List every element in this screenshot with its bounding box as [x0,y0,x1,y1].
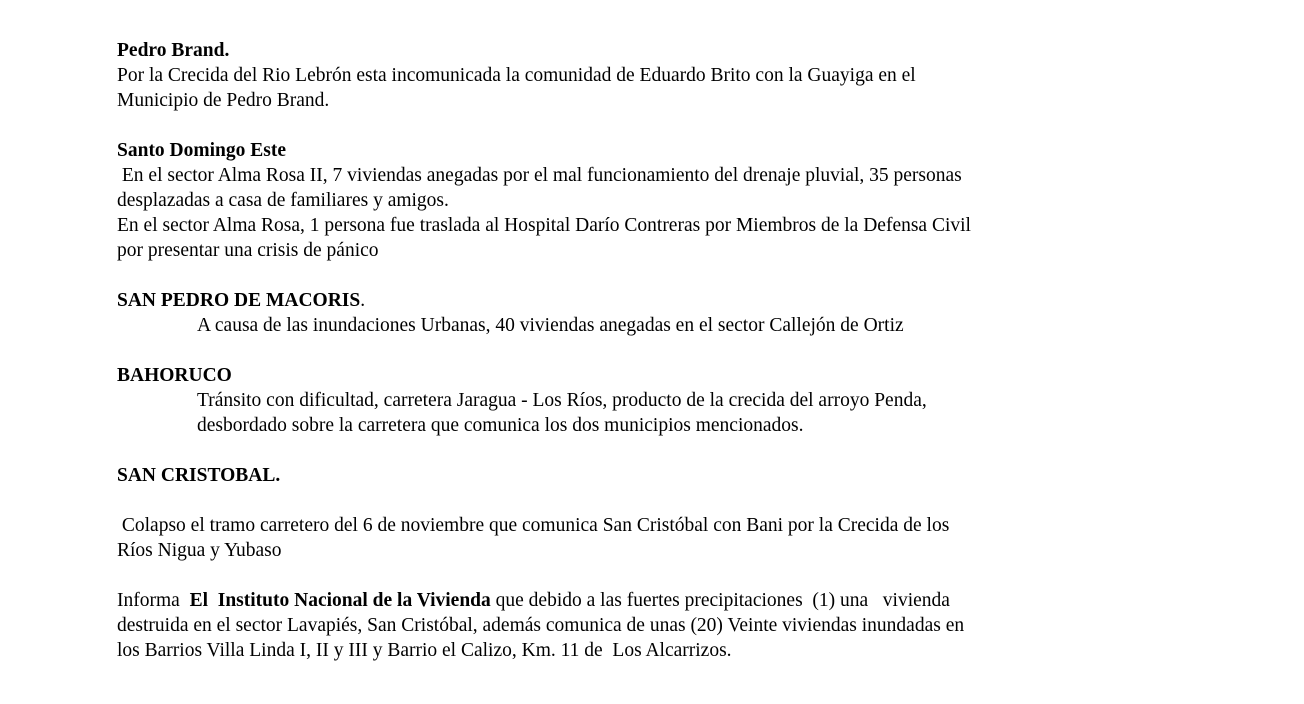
paragraph-line: por presentar una crisis de pánico [117,240,379,261]
paragraph-line: A causa de las inundaciones Urbanas, 40 viviendas anegadas en el sector Callejón de Ortiz [197,315,904,336]
section-pedro-brand [117,38,1103,113]
paragraph-line: Tránsito con dificultad, carretera Jaragua - Los Ríos, producto de la crecida del arroyo Penda, [197,390,927,411]
institution-name: El Instituto Nacional de la Vivienda [184,590,491,611]
paragraph-prefix: Informa [117,590,185,611]
paragraph-line: En el sector Alma Rosa, 1 persona fue traslada al Hospital Darío Contreras por Miembros de la Defensa Civil [117,215,971,236]
paragraph-line [117,588,1103,613]
paragraph-line: Colapso el tramo carretero del 6 de noviembre que comunica San Cristóbal con Bani por la Crecida de los [117,515,950,536]
section-heading: BAHORUCO [117,365,232,386]
section-san-cristobal [117,463,1103,563]
document-page [117,38,1103,663]
section-heading-dot: . [360,290,366,311]
paragraph-line: destruida en el sector Lavapiés, San Cristóbal, además comunica de unas (20) Veinte viviendas inundadas en [117,615,965,636]
paragraph-line: En el sector Alma Rosa II, 7 viviendas anegadas por el mal funcionamiento del drenaje pluvial, 35 personas [117,165,962,186]
paragraph-line: Ríos Nigua y Yubaso [117,540,282,561]
section-heading: SAN CRISTOBAL. [117,465,281,486]
section-heading [117,288,1103,313]
section-bahoruco [117,363,1103,438]
section-heading: Pedro Brand. [117,40,230,61]
section-santo-domingo-este [117,138,1103,263]
paragraph-line: los Barrios Villa Linda I, II y III y Barrio el Calizo, Km. 11 de Los Alcarrizos. [117,640,732,661]
paragraph-line: desplazadas a casa de familiares y amigos. [117,190,449,211]
section-instituto-vivienda [117,588,1103,663]
section-heading: Santo Domingo Este [117,140,287,161]
paragraph-line: Por la Crecida del Rio Lebrón esta incomunicada la comunidad de Eduardo Brito con la Guayiga en el [117,65,916,86]
section-san-pedro-de-macoris [117,288,1103,338]
paragraph-text: que debido a las fuertes precipitaciones (1) una vivienda [490,590,950,611]
paragraph-line: desbordado sobre la carretera que comunica los dos municipios mencionados. [197,415,804,436]
section-heading-text: SAN PEDRO DE MACORIS [117,290,361,311]
paragraph-line: Municipio de Pedro Brand. [117,90,330,111]
